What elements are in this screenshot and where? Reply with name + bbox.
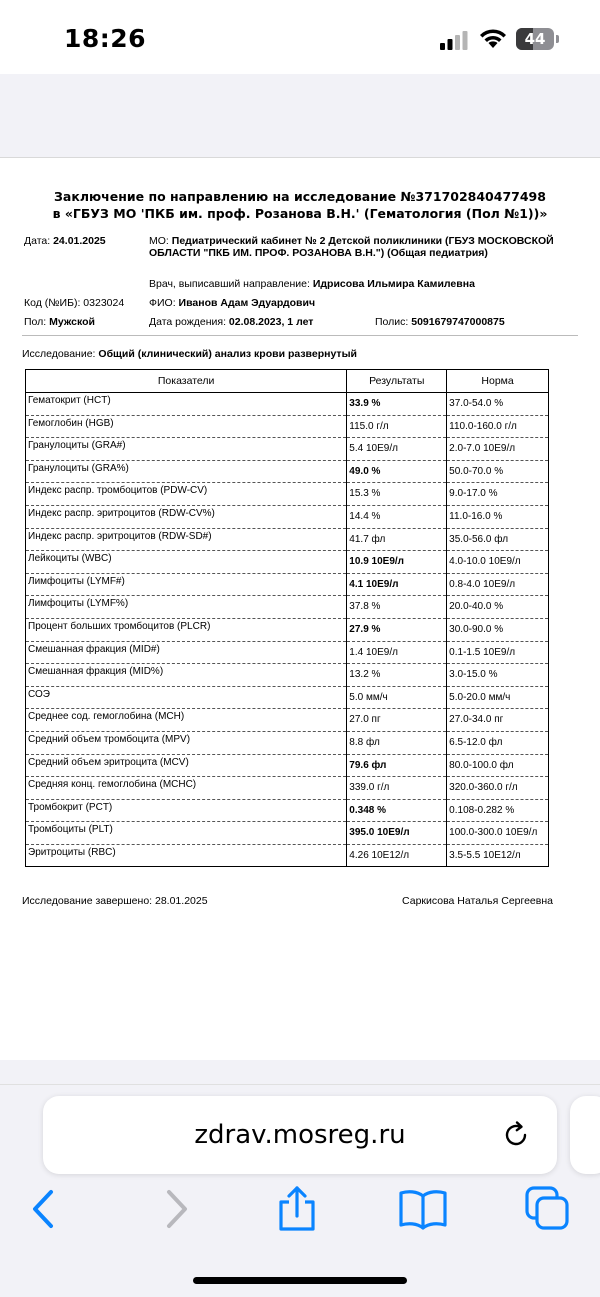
doctor-label: Врач, выписавший направление: <box>149 278 310 290</box>
title-line-2: в «ГБУЗ МО 'ПКБ им. проф. Розанова В.Н.' (Гематология (Пол №1))» <box>52 206 548 221</box>
reload-icon[interactable] <box>501 1120 531 1150</box>
table-row <box>26 709 549 732</box>
table-row <box>26 460 549 483</box>
parameter-cell: Средний объем эритроцита (MCV) <box>26 754 347 777</box>
parameter-cell: Гематокрит (HCT) <box>26 393 347 416</box>
parameter-cell: Средний объем тромбоцита (MPV) <box>26 731 347 754</box>
norm-cell: 50.0-70.0 % <box>447 460 549 483</box>
norm-cell: 2.0-7.0 10E9/л <box>447 438 549 461</box>
address-bar[interactable] <box>43 1096 557 1174</box>
result-cell: 10.9 10E9/л <box>347 551 447 574</box>
date-label: Дата: <box>24 235 51 247</box>
parameter-cell: Лимфоциты (LYMF%) <box>26 596 347 619</box>
norm-cell: 80.0-100.0 фл <box>447 754 549 777</box>
table-row <box>26 551 549 574</box>
header-result: Результаты <box>347 370 447 393</box>
norm-cell: 320.0-360.0 г/л <box>447 777 549 800</box>
next-tab-peek[interactable] <box>570 1096 600 1174</box>
tabs-icon[interactable] <box>523 1186 573 1232</box>
header-parameter: Показатели <box>26 370 347 393</box>
result-cell: 14.4 % <box>347 505 447 528</box>
table-row <box>26 483 549 506</box>
norm-cell: 9.0-17.0 % <box>447 483 549 506</box>
study-row <box>22 348 357 360</box>
norm-cell: 110.0-160.0 г/л <box>447 415 549 438</box>
result-cell: 27.0 пг <box>347 709 447 732</box>
norm-cell: 6.5-12.0 фл <box>447 731 549 754</box>
parameter-cell: Эритроциты (RBC) <box>26 844 347 867</box>
sex-row <box>24 316 95 328</box>
date-row <box>24 235 106 247</box>
norm-cell: 27.0-34.0 пг <box>447 709 549 732</box>
table-row <box>26 822 549 845</box>
date-value: 24.01.2025 <box>53 235 106 247</box>
table-row <box>26 596 549 619</box>
sex-value: Мужской <box>49 316 95 328</box>
result-cell: 395.0 10E9/л <box>347 822 447 845</box>
url-text[interactable]: zdrav.mosreg.ru <box>194 1120 406 1150</box>
wifi-icon <box>478 27 508 49</box>
bookmarks-icon[interactable] <box>398 1186 448 1232</box>
result-cell: 15.3 % <box>347 483 447 506</box>
result-cell: 0.348 % <box>347 799 447 822</box>
result-cell: 37.8 % <box>347 596 447 619</box>
policy-value: 5091679747000875 <box>411 316 505 328</box>
table-row <box>26 844 549 867</box>
norm-cell: 0.1-1.5 10E9/л <box>447 641 549 664</box>
norm-cell: 30.0-90.0 % <box>447 618 549 641</box>
status-time: 18:26 <box>64 24 147 53</box>
norm-cell: 37.0-54.0 % <box>447 393 549 416</box>
result-cell: 115.0 г/л <box>347 415 447 438</box>
title-line-1: Заключение по направлению на исследование №371702840477498 <box>54 189 546 204</box>
results-table <box>25 369 549 867</box>
table-row <box>26 618 549 641</box>
table-row <box>26 641 549 664</box>
parameter-cell: Смешанная фракция (MID%) <box>26 664 347 687</box>
results-body <box>26 393 549 867</box>
norm-cell: 0.108-0.282 % <box>447 799 549 822</box>
signer-name: Саркисова Наталья Сергеевна <box>402 895 553 907</box>
result-cell: 5.4 10E9/л <box>347 438 447 461</box>
table-row <box>26 731 549 754</box>
document-title <box>20 188 580 222</box>
mo-label: МО: <box>149 235 169 247</box>
birth-value: 02.08.2023, 1 лет <box>228 316 314 328</box>
table-row <box>26 686 549 709</box>
parameter-cell: Процент больших тромбоцитов (PLCR) <box>26 618 347 641</box>
forward-icon[interactable] <box>150 1186 200 1232</box>
mo-block <box>149 235 569 259</box>
parameter-cell: Индекс распр. эритроцитов (RDW-CV%) <box>26 505 347 528</box>
result-cell: 1.4 10E9/л <box>347 641 447 664</box>
parameter-cell: Смешанная фракция (MID#) <box>26 641 347 664</box>
document-page[interactable] <box>0 157 600 1060</box>
norm-cell: 5.0-20.0 мм/ч <box>447 686 549 709</box>
study-value: Общий (клинический) анализ крови развернутый <box>98 348 357 360</box>
table-row <box>26 754 549 777</box>
browser-top-area <box>0 74 600 157</box>
result-cell: 79.6 фл <box>347 754 447 777</box>
parameter-cell: Гранулоциты (GRA#) <box>26 438 347 461</box>
doctor-value: Идрисова Ильмира Камилевна <box>312 278 475 290</box>
result-cell: 339.0 г/л <box>347 777 447 800</box>
parameter-cell: Средняя конц. гемоглобина (MCHC) <box>26 777 347 800</box>
mo-value: Педиатрический кабинет № 2 Детской поликлиники (ГБУЗ МОСКОВСКОЙ ОБЛАСТИ "ПКБ ИМ. ПРОФ. РОЗАНОВА В.Н.") (Общая педиатрия) <box>149 235 554 259</box>
policy-row <box>375 316 505 328</box>
completed-date: Исследование завершено: 28.01.2025 <box>22 895 208 907</box>
fio-label: ФИО: <box>149 297 176 309</box>
norm-cell: 4.0-10.0 10E9/л <box>447 551 549 574</box>
result-cell: 49.0 % <box>347 460 447 483</box>
table-row <box>26 415 549 438</box>
header-divider <box>22 335 578 336</box>
parameter-cell: Индекс распр. тромбоцитов (PDW-CV) <box>26 483 347 506</box>
fio-value: Иванов Адам Эдуардович <box>178 297 316 309</box>
battery-cap <box>556 35 559 43</box>
policy-label: Полис: <box>375 316 409 328</box>
parameter-cell: СОЭ <box>26 686 347 709</box>
norm-cell: 0.8-4.0 10E9/л <box>447 573 549 596</box>
table-row <box>26 777 549 800</box>
header-norm: Норма <box>447 370 549 393</box>
parameter-cell: Гранулоциты (GRA%) <box>26 460 347 483</box>
battery-icon <box>516 28 560 50</box>
result-cell: 4.26 10E12/л <box>347 844 447 867</box>
code-label: Код (№ИБ): 0323024 <box>24 297 125 309</box>
result-cell: 41.7 фл <box>347 528 447 551</box>
norm-cell: 11.0-16.0 % <box>447 505 549 528</box>
norm-cell: 3.0-15.0 % <box>447 664 549 687</box>
table-row <box>26 438 549 461</box>
parameter-cell: Гемоглобин (HGB) <box>26 415 347 438</box>
norm-cell: 100.0-300.0 10E9/л <box>447 822 549 845</box>
result-cell: 13.2 % <box>347 664 447 687</box>
battery-label: 44 <box>524 30 546 48</box>
result-cell: 8.8 фл <box>347 731 447 754</box>
back-icon[interactable] <box>20 1186 70 1232</box>
birth-row <box>149 316 313 328</box>
sex-label: Пол: <box>24 316 47 328</box>
birth-label: Дата рождения: <box>149 316 226 328</box>
table-header-row <box>26 370 549 393</box>
parameter-cell: Тромбоциты (PLT) <box>26 822 347 845</box>
parameter-cell: Среднее сод. гемоглобина (MCH) <box>26 709 347 732</box>
share-icon[interactable] <box>272 1186 322 1232</box>
parameter-cell: Лейкоциты (WBC) <box>26 551 347 574</box>
study-label: Исследование: <box>22 348 96 360</box>
result-cell: 4.1 10E9/л <box>347 573 447 596</box>
table-row <box>26 528 549 551</box>
result-cell: 5.0 мм/ч <box>347 686 447 709</box>
table-row <box>26 573 549 596</box>
bottom-separator <box>0 1084 600 1085</box>
status-bar <box>0 0 600 74</box>
signal-icon <box>440 30 468 50</box>
result-cell: 27.9 % <box>347 618 447 641</box>
fio-row <box>149 297 315 309</box>
norm-cell: 35.0-56.0 фл <box>447 528 549 551</box>
doctor-row <box>149 278 475 290</box>
table-row <box>26 393 549 416</box>
table-row <box>26 799 549 822</box>
norm-cell: 20.0-40.0 % <box>447 596 549 619</box>
norm-cell: 3.5-5.5 10E12/л <box>447 844 549 867</box>
table-row <box>26 505 549 528</box>
parameter-cell: Тромбокрит (PCT) <box>26 799 347 822</box>
result-cell: 33.9 % <box>347 393 447 416</box>
table-row <box>26 664 549 687</box>
home-indicator <box>193 1277 407 1284</box>
parameter-cell: Лимфоциты (LYMF#) <box>26 573 347 596</box>
parameter-cell: Индекс распр. эритроцитов (RDW-SD#) <box>26 528 347 551</box>
